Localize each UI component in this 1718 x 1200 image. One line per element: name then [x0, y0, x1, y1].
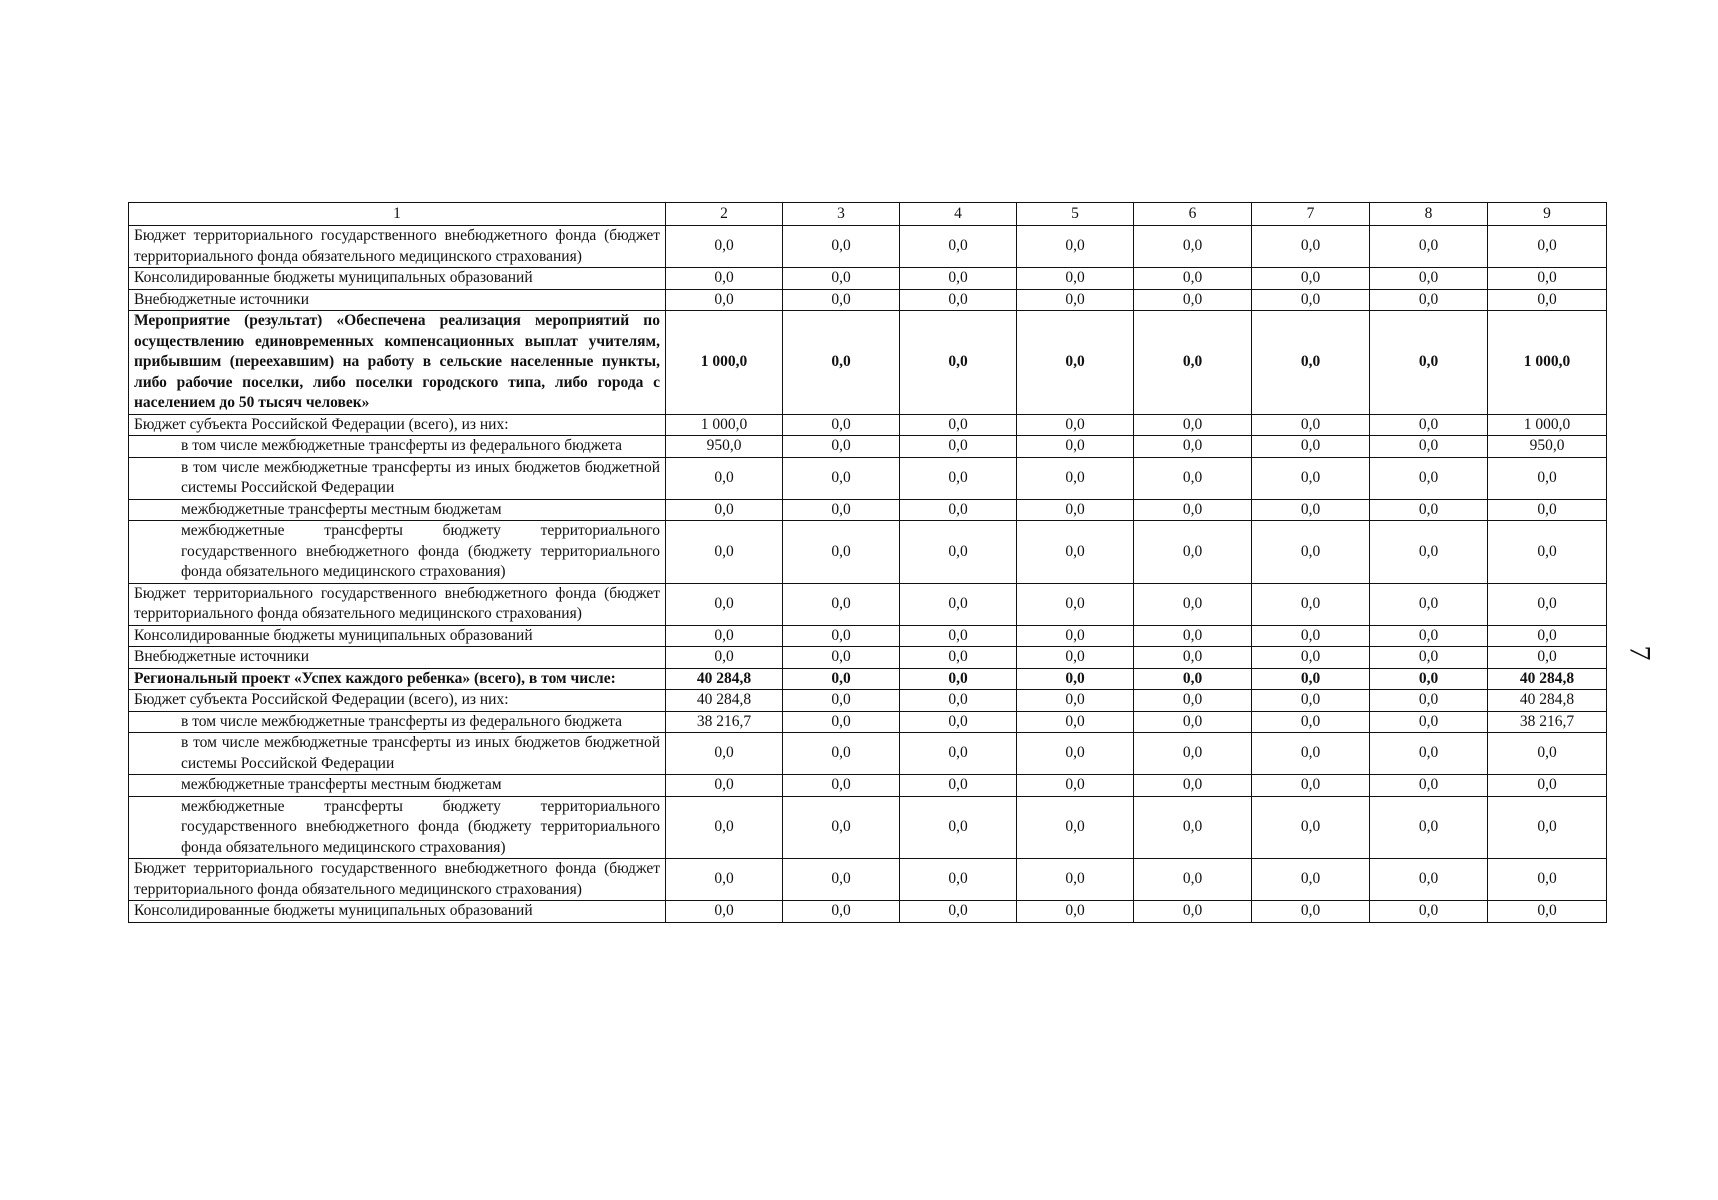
value-cell: 0,0 [783, 499, 900, 521]
table-row [129, 414, 1607, 436]
value-cell: 0,0 [783, 711, 900, 733]
value-cell: 0,0 [1370, 499, 1488, 521]
value-cell: 0,0 [1252, 711, 1370, 733]
value-cell: 0,0 [1017, 901, 1134, 923]
value-cell: 0,0 [1252, 690, 1370, 712]
table-row [129, 583, 1607, 625]
value-cell: 0,0 [1252, 268, 1370, 290]
value-cell: 1 000,0 [666, 311, 783, 415]
value-cell: 0,0 [1134, 521, 1252, 584]
value-cell: 0,0 [783, 311, 900, 415]
row-label: Консолидированные бюджеты муниципальных образований [129, 901, 666, 923]
value-cell: 0,0 [1017, 625, 1134, 647]
value-cell: 0,0 [783, 796, 900, 859]
value-cell: 0,0 [1134, 690, 1252, 712]
row-label: Бюджет субъекта Российской Федерации (всего), из них: [129, 690, 666, 712]
value-cell: 0,0 [1370, 859, 1488, 901]
value-cell: 0,0 [1252, 775, 1370, 797]
table-row [129, 796, 1607, 859]
value-cell: 0,0 [666, 521, 783, 584]
value-cell: 0,0 [1134, 775, 1252, 797]
header-row [129, 203, 1607, 226]
row-label: в том числе межбюджетные трансферты из иных бюджетов бюджетной системы Российской Федерации [129, 733, 666, 775]
value-cell: 0,0 [1252, 668, 1370, 690]
value-cell: 0,0 [666, 647, 783, 669]
value-cell: 0,0 [900, 775, 1017, 797]
value-cell: 0,0 [1370, 436, 1488, 458]
value-cell: 0,0 [783, 226, 900, 268]
table-row [129, 311, 1607, 415]
value-cell: 0,0 [1370, 311, 1488, 415]
value-cell: 0,0 [900, 414, 1017, 436]
value-cell: 0,0 [783, 521, 900, 584]
value-cell: 0,0 [1134, 711, 1252, 733]
value-cell: 0,0 [666, 775, 783, 797]
value-cell: 0,0 [783, 775, 900, 797]
value-cell: 0,0 [1134, 289, 1252, 311]
value-cell: 0,0 [1488, 733, 1607, 775]
value-cell: 0,0 [1488, 647, 1607, 669]
value-cell: 0,0 [1370, 775, 1488, 797]
row-label: межбюджетные трансферты местным бюджетам [129, 499, 666, 521]
value-cell: 38 216,7 [1488, 711, 1607, 733]
value-cell: 0,0 [666, 457, 783, 499]
table-row [129, 859, 1607, 901]
value-cell: 0,0 [1370, 625, 1488, 647]
value-cell: 0,0 [1488, 583, 1607, 625]
value-cell: 0,0 [900, 457, 1017, 499]
value-cell: 0,0 [1370, 796, 1488, 859]
value-cell: 0,0 [900, 268, 1017, 290]
table-row [129, 499, 1607, 521]
value-cell: 0,0 [1488, 289, 1607, 311]
row-label: Бюджет субъекта Российской Федерации (всего), из них: [129, 414, 666, 436]
value-cell: 0,0 [666, 583, 783, 625]
value-cell: 0,0 [1134, 859, 1252, 901]
value-cell: 0,0 [1017, 583, 1134, 625]
value-cell: 0,0 [1017, 733, 1134, 775]
value-cell: 0,0 [900, 711, 1017, 733]
column-header: 4 [900, 203, 1017, 226]
column-header: 7 [1252, 203, 1370, 226]
value-cell: 0,0 [1017, 796, 1134, 859]
table-row [129, 733, 1607, 775]
value-cell: 0,0 [1252, 457, 1370, 499]
value-cell: 0,0 [900, 226, 1017, 268]
value-cell: 0,0 [1370, 289, 1488, 311]
table-body [129, 226, 1607, 923]
value-cell: 0,0 [1017, 414, 1134, 436]
value-cell: 0,0 [1488, 796, 1607, 859]
value-cell: 0,0 [1017, 711, 1134, 733]
value-cell: 0,0 [1488, 901, 1607, 923]
value-cell: 0,0 [1017, 436, 1134, 458]
row-label: в том числе межбюджетные трансферты из федерального бюджета [129, 436, 666, 458]
value-cell: 0,0 [1370, 690, 1488, 712]
table-row [129, 711, 1607, 733]
value-cell: 0,0 [1370, 668, 1488, 690]
value-cell: 0,0 [900, 625, 1017, 647]
value-cell: 0,0 [1488, 457, 1607, 499]
value-cell: 0,0 [900, 668, 1017, 690]
value-cell: 0,0 [1370, 901, 1488, 923]
value-cell: 0,0 [666, 733, 783, 775]
value-cell: 0,0 [1252, 521, 1370, 584]
value-cell: 40 284,8 [666, 668, 783, 690]
value-cell: 0,0 [666, 499, 783, 521]
value-cell: 0,0 [1017, 457, 1134, 499]
column-header: 1 [129, 203, 666, 226]
value-cell: 0,0 [1488, 775, 1607, 797]
table-row [129, 268, 1607, 290]
value-cell: 0,0 [1134, 796, 1252, 859]
value-cell: 0,0 [900, 583, 1017, 625]
value-cell: 0,0 [1017, 499, 1134, 521]
value-cell: 0,0 [783, 457, 900, 499]
value-cell: 0,0 [1134, 226, 1252, 268]
value-cell: 0,0 [1252, 647, 1370, 669]
value-cell: 0,0 [1134, 901, 1252, 923]
value-cell: 0,0 [1370, 583, 1488, 625]
value-cell: 950,0 [666, 436, 783, 458]
value-cell: 0,0 [1252, 499, 1370, 521]
row-label: Внебюджетные источники [129, 647, 666, 669]
value-cell: 38 216,7 [666, 711, 783, 733]
table-row [129, 457, 1607, 499]
row-label: в том числе межбюджетные трансферты из иных бюджетов бюджетной системы Российской Федерации [129, 457, 666, 499]
value-cell: 0,0 [1370, 226, 1488, 268]
table-row [129, 436, 1607, 458]
page-number: 7 [1623, 645, 1657, 661]
value-cell: 0,0 [1134, 647, 1252, 669]
value-cell: 0,0 [783, 733, 900, 775]
value-cell: 0,0 [783, 859, 900, 901]
value-cell: 0,0 [1370, 521, 1488, 584]
value-cell: 0,0 [783, 668, 900, 690]
value-cell: 1 000,0 [666, 414, 783, 436]
value-cell: 0,0 [666, 901, 783, 923]
value-cell: 0,0 [1488, 499, 1607, 521]
value-cell: 0,0 [666, 625, 783, 647]
row-label: Консолидированные бюджеты муниципальных образований [129, 268, 666, 290]
table-header [129, 203, 1607, 226]
value-cell: 0,0 [900, 690, 1017, 712]
value-cell: 40 284,8 [666, 690, 783, 712]
column-header: 2 [666, 203, 783, 226]
value-cell: 0,0 [1488, 859, 1607, 901]
value-cell: 0,0 [1252, 414, 1370, 436]
value-cell: 0,0 [900, 901, 1017, 923]
value-cell: 0,0 [666, 289, 783, 311]
table-row [129, 775, 1607, 797]
value-cell: 0,0 [1488, 268, 1607, 290]
value-cell: 0,0 [1017, 268, 1134, 290]
value-cell: 0,0 [1252, 901, 1370, 923]
value-cell: 0,0 [1488, 226, 1607, 268]
column-header: 9 [1488, 203, 1607, 226]
value-cell: 0,0 [900, 647, 1017, 669]
row-label: в том числе межбюджетные трансферты из федерального бюджета [129, 711, 666, 733]
column-header: 3 [783, 203, 900, 226]
value-cell: 0,0 [1017, 226, 1134, 268]
value-cell: 0,0 [1252, 289, 1370, 311]
row-label: межбюджетные трансферты бюджету территориального государственного внебюджетного фонда (бюджету территориального фонда обязательного медицинского страхования) [129, 796, 666, 859]
value-cell: 0,0 [1370, 457, 1488, 499]
value-cell: 0,0 [900, 436, 1017, 458]
value-cell: 0,0 [783, 901, 900, 923]
value-cell: 0,0 [1252, 583, 1370, 625]
value-cell: 0,0 [1488, 521, 1607, 584]
value-cell: 0,0 [1252, 436, 1370, 458]
value-cell: 0,0 [1017, 668, 1134, 690]
value-cell: 0,0 [1017, 859, 1134, 901]
value-cell: 0,0 [1134, 499, 1252, 521]
row-label: Внебюджетные источники [129, 289, 666, 311]
row-label: Бюджет территориального государственного внебюджетного фонда (бюджет территориального фонда обязательного медицинского страхования) [129, 583, 666, 625]
column-header: 8 [1370, 203, 1488, 226]
value-cell: 0,0 [1017, 289, 1134, 311]
row-label: межбюджетные трансферты местным бюджетам [129, 775, 666, 797]
value-cell: 0,0 [666, 268, 783, 290]
table-row [129, 901, 1607, 923]
value-cell: 0,0 [900, 311, 1017, 415]
value-cell: 0,0 [783, 583, 900, 625]
value-cell: 0,0 [1134, 457, 1252, 499]
row-label: межбюджетные трансферты бюджету территориального государственного внебюджетного фонда (бюджету территориального фонда обязательного медицинского страхования) [129, 521, 666, 584]
value-cell: 0,0 [1134, 436, 1252, 458]
value-cell: 0,0 [1017, 690, 1134, 712]
value-cell: 0,0 [1134, 268, 1252, 290]
value-cell: 0,0 [666, 796, 783, 859]
value-cell: 0,0 [1134, 625, 1252, 647]
value-cell: 0,0 [1134, 311, 1252, 415]
value-cell: 0,0 [1017, 775, 1134, 797]
value-cell: 0,0 [1252, 226, 1370, 268]
value-cell: 0,0 [1134, 414, 1252, 436]
value-cell: 0,0 [1134, 733, 1252, 775]
value-cell: 0,0 [1252, 311, 1370, 415]
row-label: Бюджет территориального государственного внебюджетного фонда (бюджет территориального фонда обязательного медицинского страхования) [129, 859, 666, 901]
value-cell: 0,0 [1252, 796, 1370, 859]
row-label: Бюджет территориального государственного внебюджетного фонда (бюджет территориального фонда обязательного медицинского страхования) [129, 226, 666, 268]
value-cell: 0,0 [1370, 414, 1488, 436]
value-cell: 40 284,8 [1488, 668, 1607, 690]
value-cell: 0,0 [783, 268, 900, 290]
column-header: 6 [1134, 203, 1252, 226]
value-cell: 0,0 [1134, 668, 1252, 690]
value-cell: 0,0 [1252, 733, 1370, 775]
value-cell: 0,0 [783, 436, 900, 458]
value-cell: 0,0 [666, 859, 783, 901]
value-cell: 40 284,8 [1488, 690, 1607, 712]
value-cell: 0,0 [900, 289, 1017, 311]
value-cell: 0,0 [783, 625, 900, 647]
table-row [129, 521, 1607, 584]
value-cell: 0,0 [1017, 521, 1134, 584]
value-cell: 0,0 [1134, 583, 1252, 625]
value-cell: 1 000,0 [1488, 414, 1607, 436]
table-row [129, 647, 1607, 669]
value-cell: 0,0 [1370, 733, 1488, 775]
table-row [129, 625, 1607, 647]
table-row [129, 690, 1607, 712]
value-cell: 0,0 [783, 289, 900, 311]
value-cell: 0,0 [783, 647, 900, 669]
value-cell: 0,0 [900, 733, 1017, 775]
value-cell: 0,0 [1252, 859, 1370, 901]
value-cell: 0,0 [1370, 647, 1488, 669]
value-cell: 0,0 [666, 226, 783, 268]
value-cell: 1 000,0 [1488, 311, 1607, 415]
column-header: 5 [1017, 203, 1134, 226]
table-row [129, 668, 1607, 690]
value-cell: 0,0 [900, 796, 1017, 859]
table-row [129, 226, 1607, 268]
row-label: Консолидированные бюджеты муниципальных образований [129, 625, 666, 647]
value-cell: 0,0 [783, 414, 900, 436]
value-cell: 950,0 [1488, 436, 1607, 458]
row-label: Региональный проект «Успех каждого ребенка» (всего), в том числе: [129, 668, 666, 690]
value-cell: 0,0 [1488, 625, 1607, 647]
budget-table [128, 202, 1607, 923]
row-label: Мероприятие (результат) «Обеспечена реализация мероприятий по осуществлению единовременных компенсационных выплат учителям, прибывшим (переехавшим) на работу в сельские населенные пункты, либо рабочие поселки, либо поселки городского типа, либо города с населением до 50 тысяч человек» [129, 311, 666, 415]
value-cell: 0,0 [900, 521, 1017, 584]
value-cell: 0,0 [1017, 647, 1134, 669]
value-cell: 0,0 [1370, 711, 1488, 733]
value-cell: 0,0 [900, 499, 1017, 521]
value-cell: 0,0 [1370, 268, 1488, 290]
table-row [129, 289, 1607, 311]
value-cell: 0,0 [1252, 625, 1370, 647]
value-cell: 0,0 [1017, 311, 1134, 415]
value-cell: 0,0 [900, 859, 1017, 901]
value-cell: 0,0 [783, 690, 900, 712]
